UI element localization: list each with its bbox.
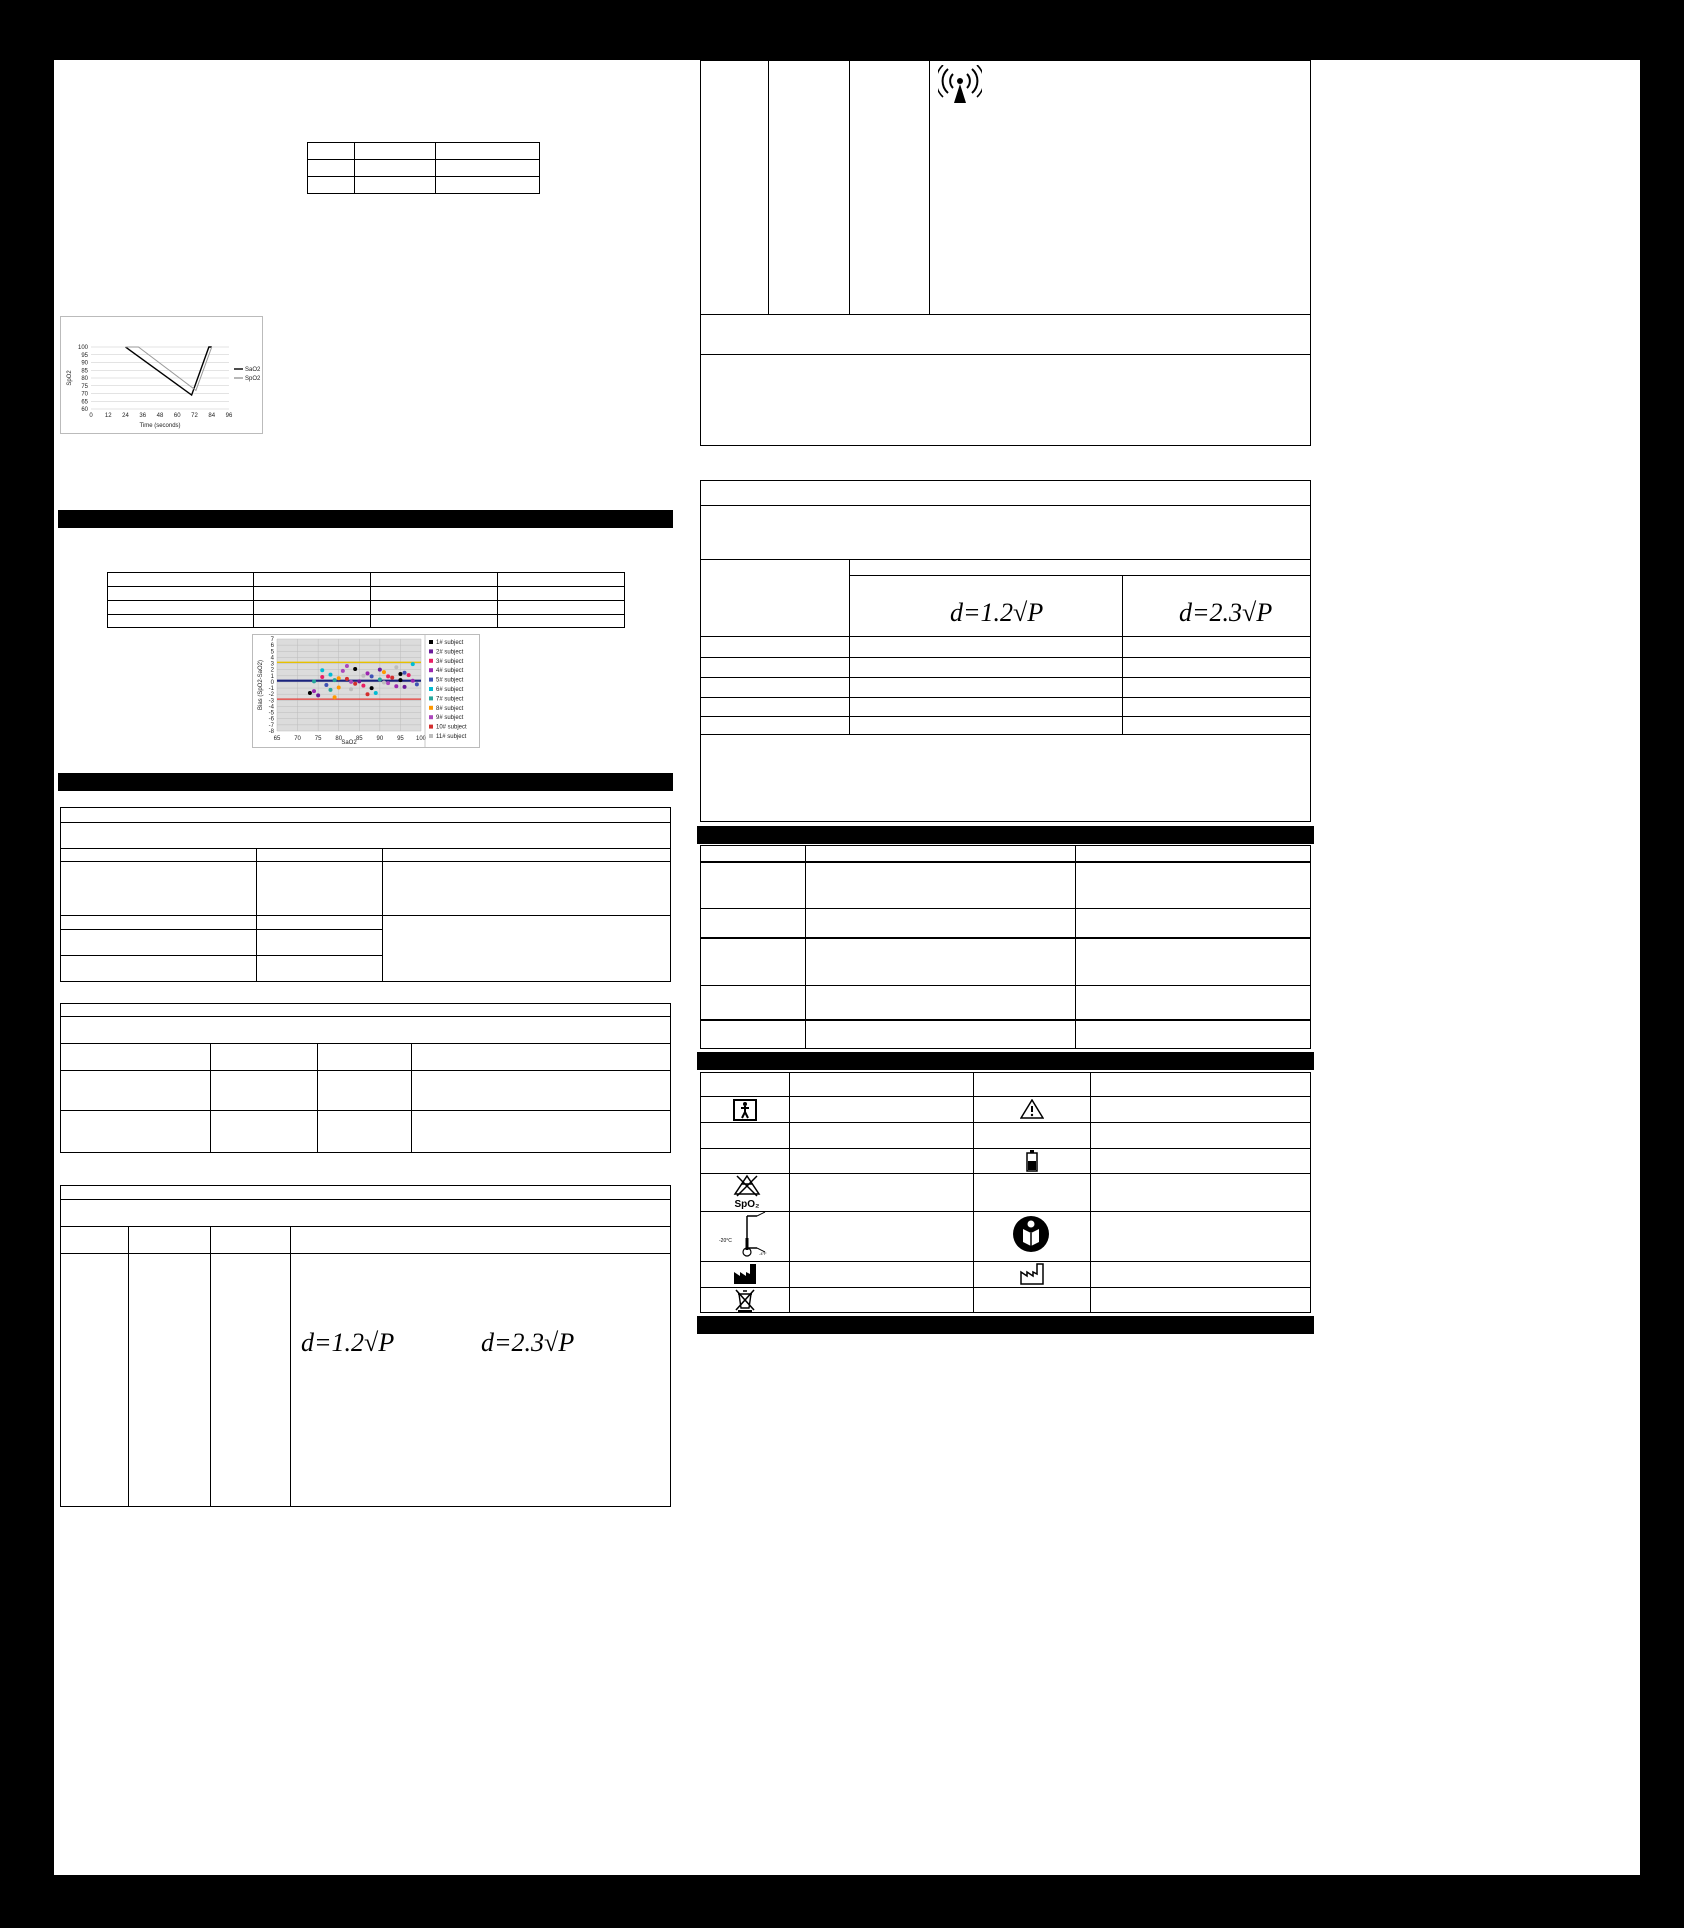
x-axis-label: SaO2 (341, 740, 357, 746)
y-tick-label: -1 (268, 686, 274, 693)
line-chart-svg (61, 317, 262, 433)
legend-label: 9# subject (436, 715, 464, 722)
formula-distance-2 (481, 1328, 574, 1358)
data-point (403, 671, 407, 675)
y-tick-label: -5 (268, 710, 274, 717)
data-point (370, 686, 374, 690)
legend-swatch (429, 725, 433, 729)
data-point (366, 671, 370, 675)
x-tick-label: 12 (104, 413, 112, 419)
x-tick-label: 100 (415, 736, 427, 742)
y-tick-label: 75 (81, 383, 88, 390)
y-axis-label: SpO2 (67, 370, 73, 386)
data-point (345, 664, 349, 668)
y-tick-label: 3 (270, 661, 274, 668)
type-bf-applied-part-icon (733, 1099, 757, 1121)
y-tick-label: 4 (270, 655, 274, 662)
weee-disposal-icon (734, 1288, 756, 1312)
data-point (370, 674, 374, 678)
section-bar-symbols (697, 1052, 1314, 1070)
y-tick-label: 7 (270, 637, 274, 643)
data-point (366, 692, 370, 696)
bias-scatter-chart (252, 634, 480, 748)
formula-3-var: P (1027, 598, 1044, 627)
data-point (324, 683, 328, 687)
data-point (349, 680, 353, 684)
follow-instructions-icon (1012, 1215, 1050, 1253)
legend-swatch (429, 687, 433, 691)
legend-swatch (429, 678, 433, 682)
formula-1-var: P (378, 1328, 395, 1357)
legend-label: 4# subject (436, 668, 464, 675)
x-tick-label: 84 (208, 413, 216, 419)
legend-label: 2# subject (436, 649, 464, 656)
svg-text:-4°F: -4°F (759, 1251, 767, 1256)
data-point (353, 667, 357, 671)
y-tick-label: 70 (81, 391, 88, 398)
data-point (333, 695, 337, 699)
x-axis-label: Time (seconds) (139, 423, 181, 429)
y-tick-label: -4 (268, 704, 274, 711)
data-point (349, 687, 353, 691)
legend-swatch (429, 649, 433, 653)
data-point (308, 691, 312, 695)
y-tick-label: 65 (81, 399, 88, 406)
legend-swatch (429, 706, 433, 710)
legend-label: 5# subject (436, 677, 464, 684)
formula-4-lhs: d=2.3 (1179, 598, 1243, 627)
x-tick-label: 85 (355, 736, 363, 742)
formula-1-lhs: d=1.2 (301, 1328, 365, 1357)
temperature-limit-icon (717, 1212, 781, 1258)
data-point (374, 691, 378, 695)
x-tick-label: 75 (314, 736, 322, 742)
data-point (386, 681, 390, 685)
data-point (382, 670, 386, 674)
data-point (361, 684, 365, 688)
data-point (378, 677, 382, 681)
data-point (312, 689, 316, 693)
data-point (316, 693, 320, 697)
data-point (337, 676, 341, 680)
data-point (333, 678, 337, 682)
saturation-response-chart (60, 316, 263, 434)
non-ionizing-radiation-icon (938, 65, 982, 105)
y-tick-label: 5 (270, 649, 274, 656)
data-point (320, 668, 324, 672)
data-point (394, 665, 398, 669)
legend-label: 7# subject (436, 696, 464, 703)
formula-2-var: P (558, 1328, 575, 1357)
y-tick-label: 90 (81, 360, 88, 367)
y-tick-label: -2 (268, 692, 274, 699)
section-bar-accuracy (58, 510, 673, 528)
x-tick-label: 72 (191, 413, 198, 419)
x-tick-label: 48 (156, 413, 164, 419)
manufacturer-icon (733, 1263, 757, 1285)
data-point (361, 674, 365, 678)
sqrt-sign: √ (1242, 598, 1257, 627)
data-point (341, 669, 345, 673)
y-tick-label: 0 (270, 679, 274, 686)
data-point (378, 668, 382, 672)
legend-label: 11# subject (436, 734, 467, 740)
legend-swatch (429, 668, 433, 672)
formula-distance-3 (950, 598, 1043, 628)
data-point (398, 678, 402, 682)
legend-label: 3# subject (436, 658, 464, 665)
data-point (328, 673, 332, 677)
y-axis-label: Bias (SpO2-SaO2) (258, 659, 264, 711)
svg-text:-20°C: -20°C (719, 1238, 732, 1244)
data-point (382, 681, 386, 685)
x-tick-label: 24 (122, 413, 129, 419)
data-point (312, 679, 316, 683)
legend-label: 8# subject (436, 705, 464, 712)
data-point (411, 679, 415, 683)
data-point (345, 677, 349, 681)
y-tick-label: 85 (81, 368, 88, 375)
date-of-manufacture-icon (1020, 1263, 1044, 1285)
sqrt-sign: √ (544, 1328, 559, 1357)
legend-label: 6# subject (436, 687, 464, 693)
formula-4-var: P (1256, 598, 1273, 627)
formula-distance-4 (1179, 598, 1272, 628)
x-tick-label: 96 (225, 413, 233, 419)
x-tick-label: 0 (89, 413, 93, 419)
legend-label: 1# subject (436, 640, 464, 646)
y-tick-label: 6 (270, 643, 274, 650)
warning-triangle-icon (1020, 1099, 1044, 1119)
y-tick-label: 1 (270, 673, 274, 680)
data-point (353, 682, 357, 686)
y-tick-label: 2 (270, 667, 274, 674)
data-point (394, 684, 398, 688)
y-tick-label: 80 (81, 376, 88, 382)
data-point (415, 682, 419, 686)
y-tick-label: -8 (268, 729, 274, 735)
data-point (328, 688, 332, 692)
formula-2-lhs: d=2.3 (481, 1328, 545, 1357)
document-page (54, 60, 1640, 1875)
section-bar-troubleshooting (697, 826, 1314, 844)
legend-label: SaO2 (245, 367, 261, 373)
low-battery-icon (1026, 1150, 1038, 1172)
legend-label: 10# subject (436, 724, 467, 731)
plot-area (277, 639, 421, 731)
legend-swatch (429, 696, 433, 700)
y-tick-label: -6 (268, 716, 274, 723)
data-point (386, 674, 390, 678)
x-tick-label: 36 (139, 413, 147, 419)
data-point (398, 672, 402, 676)
data-point (407, 673, 411, 677)
legend-label: SpO2 (245, 376, 261, 382)
x-tick-label: 90 (376, 736, 384, 742)
legend-swatch (429, 715, 433, 719)
y-tick-label: -7 (268, 722, 274, 729)
series-line-SaO2 (126, 347, 212, 395)
data-point (357, 679, 361, 683)
x-tick-label: 65 (273, 736, 281, 742)
data-point (320, 675, 324, 679)
scatter-chart-svg (253, 635, 479, 747)
data-point (390, 676, 394, 680)
data-point (337, 685, 341, 689)
y-tick-label: -3 (268, 698, 274, 705)
legend-swatch (429, 734, 433, 738)
x-tick-label: 70 (294, 736, 301, 742)
x-tick-label: 80 (335, 736, 343, 742)
x-tick-label: 60 (173, 413, 181, 419)
data-point (411, 662, 415, 666)
svg-text:SpO₂: SpO₂ (734, 1199, 760, 1210)
y-tick-label: 100 (77, 345, 88, 351)
section-bar-emc (58, 773, 673, 791)
spo2-alarm-off-icon (732, 1174, 762, 1210)
x-tick-label: 95 (397, 736, 404, 742)
formula-3-lhs: d=1.2 (950, 598, 1014, 627)
sqrt-sign: √ (364, 1328, 379, 1357)
legend-swatch (429, 640, 433, 644)
sqrt-sign: √ (1013, 598, 1028, 627)
series-line-SpO2 (126, 347, 212, 390)
legend-swatch (429, 659, 433, 663)
formula-distance-1 (301, 1328, 394, 1358)
section-bar-final (697, 1316, 1314, 1334)
data-point (403, 685, 407, 689)
y-tick-label: 60 (81, 407, 88, 413)
y-tick-label: 95 (81, 352, 88, 359)
